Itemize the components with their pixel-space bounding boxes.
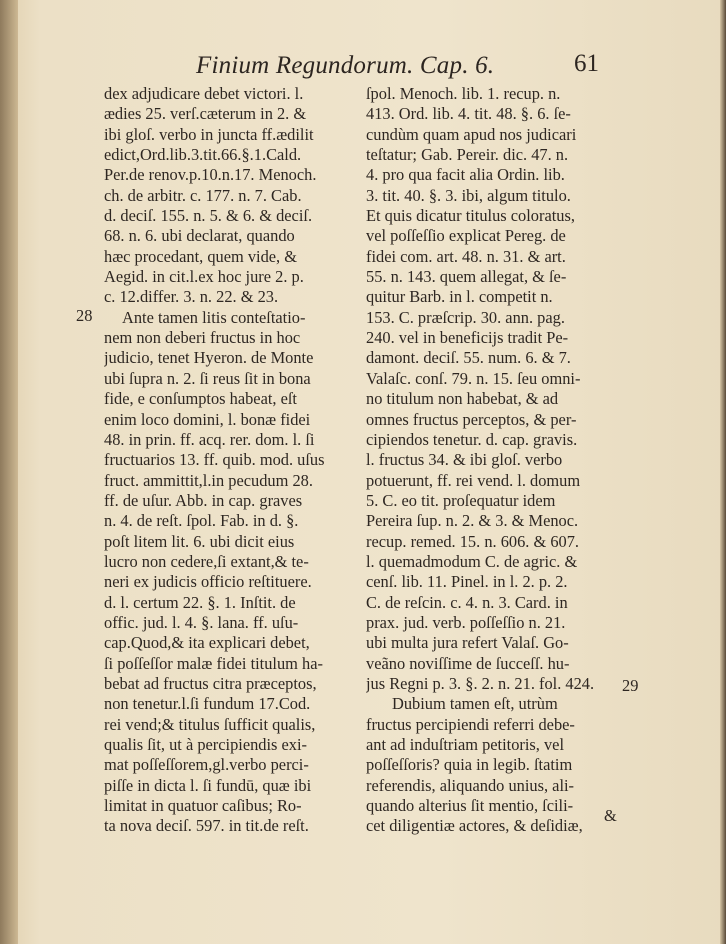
text-line: d. l. certum 22. §. 1. Inſtit. de	[104, 592, 296, 612]
text-line: C. de reſcin. c. 4. n. 3. Card. in	[366, 592, 568, 612]
text-line: veãno noviſſime de ſucceſſ. hu-	[366, 653, 570, 673]
text-line: recup. remed. 15. n. 606. & 607.	[366, 531, 580, 551]
text-line: Pereira ſup. n. 2. & 3. & Menoc.	[366, 511, 579, 531]
text-line: edict,Ord.lib.3.tit.66.§.1.Cald.	[104, 145, 302, 165]
page-gutter	[0, 0, 18, 944]
text-line: dex adjudicare debet victori. l.	[104, 84, 304, 103]
text-line: n. 4. de reſt. ſpol. Fab. in d. §.	[104, 511, 299, 531]
text-line: 68. n. 6. ubi declarat, quando	[104, 226, 295, 246]
text-line: non tenetur.l.ſi fundum 17.Cod.	[104, 694, 311, 714]
text-line: cipiendos tenetur. d. cap. gravis.	[366, 429, 578, 449]
text-line: 48. in prin. ff. acq. rer. dom. l. ſi	[104, 429, 315, 449]
text-line: Aegid. in cit.l.ex hoc jure 2. p.	[104, 267, 304, 287]
text-line: ta nova deciſ. 597. in tit.de reſt.	[104, 816, 309, 836]
text-line: ædies 25. verſ.cæterum in 2. &	[104, 104, 307, 124]
text-line: Per.de renov.p.10.n.17. Menoch.	[104, 165, 317, 185]
text-line: 240. vel in beneficijs tradit Pe-	[366, 328, 569, 348]
text-line: Et quis dicatur titulus coloratus,	[366, 206, 575, 226]
text-line: d. deciſ. 155. n. 5. & 6. & deciſ.	[104, 206, 313, 226]
text-line: limitat in quatuor caſibus; Ro-	[104, 796, 302, 816]
text-line: ſpol. Menoch. lib. 1. recup. n.	[366, 84, 561, 103]
margin-paragraph-number-left: 28	[76, 306, 93, 325]
text-line: cet diligentiæ actores, & deſidiæ,	[366, 816, 583, 836]
text-line: neri ex judicis officio reſtituere.	[104, 572, 312, 592]
text-line: omnes fructus perceptos, & per-	[366, 409, 577, 429]
text-line: bebat ad fructus citra præceptos,	[104, 673, 317, 693]
text-line: prax. jud. verb. poſſeſſio n. 21.	[366, 612, 566, 632]
text-line: jus Regni p. 3. §. 2. n. 21. fol. 424.	[366, 673, 595, 693]
text-line: 413. Ord. lib. 4. tit. 48. §. 6. ſe-	[366, 104, 571, 124]
text-line: ant ad induſtriam petitoris, vel	[366, 735, 565, 754]
text-line: mat poſſeſſorem,gl.verbo perci-	[104, 755, 309, 775]
text-line: no titulum non habebat, & ad	[366, 389, 559, 409]
text-line: cundùm quam apud nos judicari	[366, 124, 577, 144]
text-line: Valaſc. conſ. 79. n. 15. ſeu omni-	[366, 368, 581, 388]
text-line: qualis ſit, ut à percipiendis exi-	[104, 735, 308, 754]
text-line: 3. tit. 40. §. 3. ibi, algum titulo.	[366, 185, 571, 205]
text-line: teſtatur; Gab. Pereir. dic. 47. n.	[366, 145, 569, 165]
text-line: ubi ſupra n. 2. ſi reus ſit in bona	[104, 368, 311, 388]
text-line: piſſe in dicta l. ſi fundū, quæ ibi	[104, 775, 312, 795]
text-line: vel poſſeſſio explicat Pereg. de	[366, 226, 566, 246]
text-line: ibi gloſ. verbo in juncta ff.ædilit	[104, 124, 314, 144]
text-line: 153. C. præſcrip. 30. ann. pag.	[366, 307, 565, 327]
text-line: 55. n. 143. quem allegat, & ſe-	[366, 267, 567, 287]
text-line: nem non deberi fructus in hoc	[104, 328, 301, 348]
text-line: 4. pro qua facit alia Ordin. lib.	[366, 165, 565, 185]
text-line: rei vend;& titulus ſufficit qualis,	[104, 714, 316, 734]
text-line: damont. deciſ. 55. num. 6. & 7.	[366, 348, 571, 368]
text-line: l. quemadmodum C. de agric. &	[366, 551, 578, 571]
running-head: Finium Regundorum. Cap. 6.	[196, 52, 495, 79]
page-number: 61	[574, 50, 599, 77]
text-line: Dubium tamen eſt, utrùm	[392, 694, 558, 714]
text-column-left	[104, 84, 352, 837]
text-line: hæc procedant, quem vide, &	[104, 246, 297, 266]
text-line: fidei com. art. 48. n. 31. & art.	[366, 246, 566, 266]
text-line: quando alterius ſit mentio, ſcili-	[366, 796, 574, 816]
text-line: poſt litem lit. 6. ubi dicit eius	[104, 531, 295, 551]
text-line: offic. jud. l. 4. §. lana. ff. uſu-	[104, 612, 299, 632]
text-line: cenſ. lib. 11. Pinel. in l. 2. p. 2.	[366, 572, 568, 592]
text-line: l. fructus 34. & ibi gloſ. verbo	[366, 450, 563, 470]
catchword: &	[604, 806, 617, 825]
text-line: ubi multa jura refert Valaſ. Go-	[366, 633, 569, 653]
text-line: fruct. ammittit,l.in pecudum 28.	[104, 470, 313, 490]
text-line: c. 12.differ. 3. n. 22. & 23.	[104, 287, 279, 307]
text-line: potuerunt, ff. rei vend. l. domum	[366, 470, 581, 490]
text-line: fide, e conſumptos habeat, eſt	[104, 389, 297, 409]
text-line: quitur Barb. in l. competit n.	[366, 287, 553, 307]
text-line: lucro non cedere,ſi extant,& te-	[104, 551, 309, 571]
text-line: enim loco domini, l. bonæ fidei	[104, 409, 311, 429]
margin-paragraph-number-right: 29	[622, 676, 639, 695]
text-line: cap.Quod,& ita explicari debet,	[104, 633, 310, 653]
text-line: 5. C. eo tit. proſequatur idem	[366, 490, 556, 510]
text-line: poſſeſſoris? quia in legib. ſtatim	[366, 755, 573, 775]
text-line: fructus percipiendi referri debe-	[366, 714, 575, 734]
text-line: fructuarios 13. ff. quib. mod. uſus	[104, 450, 325, 470]
text-line: ch. de arbitr. c. 177. n. 7. Cab.	[104, 185, 302, 205]
text-line: referendis, aliquando unius, ali-	[366, 775, 575, 795]
page-edge	[720, 0, 726, 944]
text-line: ſi poſſeſſor malæ fidei titulum ha-	[104, 653, 323, 673]
text-column-right	[366, 84, 624, 837]
text-line: Ante tamen litis conteſtatio-	[122, 307, 306, 327]
text-line: judicio, tenet Hyeron. de Monte	[104, 348, 314, 368]
text-line: ff. de uſur. Abb. in cap. graves	[104, 490, 303, 510]
